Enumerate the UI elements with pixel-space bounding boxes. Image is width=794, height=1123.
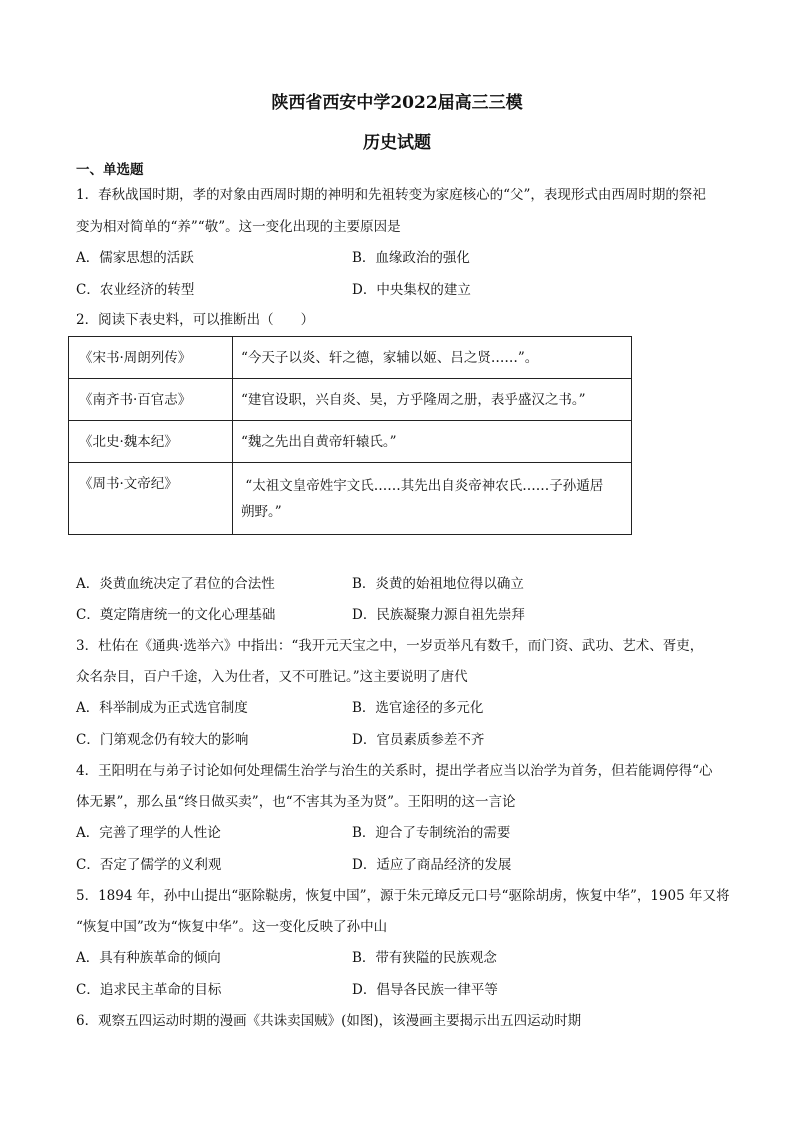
table-row (69, 379, 632, 421)
q1-option-b[interactable]: B．血缘政治的强化 (352, 250, 470, 266)
q1-option-c[interactable]: C．农业经济的转型 (76, 282, 195, 298)
q2-option-b[interactable]: B．炎黄的始祖地位得以确立 (352, 576, 524, 592)
table-cell-text-line1: “太祖文皇帝姓宇文氏……其先出自炎帝神农氏……子孙遁居 (241, 477, 604, 494)
q1-option-a[interactable]: A．儒家思想的活跃 (76, 250, 194, 266)
table-cell-text (233, 463, 632, 535)
table-row (69, 421, 632, 463)
q4-option-d[interactable]: D．适应了商品经济的发展 (352, 857, 512, 873)
q2-option-a[interactable]: A．炎黄血统决定了君位的合法性 (76, 576, 275, 592)
q4-stem-line1: 4．王阳明在与弟子讨论如何处理儒生治学与治生的关系时，提出学者应当以治学为首务，但若能调停得“心 (76, 763, 713, 779)
q1-stem-line1: 1．春秋战国时期，孝的对象由西周时期的神明和先祖转变为家庭核心的“父”，表现形式由西周时期的祭祀 (76, 187, 706, 203)
q5-option-c[interactable]: C．追求民主革命的目标 (76, 982, 222, 998)
q6-stem-line1: 6．观察五四运动时期的漫画《共诛卖国贼》(如图)，该漫画主要揭示出五四运动时期 (76, 1013, 582, 1029)
q4-stem-line2: 体无累”，那么虽“终日做买卖”，也“不害其为圣为贤”。王阳明的这一言论 (76, 794, 516, 810)
q2-stem: 2．阅读下表史料，可以推断出（ ） (76, 312, 315, 328)
q1-option-d[interactable]: D．中央集权的建立 (352, 282, 471, 298)
q4-option-a[interactable]: A．完善了理学的人性论 (76, 825, 221, 841)
q5-option-a[interactable]: A．具有种族革命的倾向 (76, 950, 221, 966)
q5-option-b[interactable]: B．带有狭隘的民族观念 (352, 950, 497, 966)
table-cell-text-line2: 朔野。” (241, 503, 282, 520)
table-cell-book: 《宋书·周朗列传》 (69, 337, 233, 379)
q3-stem-line1: 3．杜佑在《通典·选举六》中指出：“我开元天宝之中，一岁贡举凡有数千，而门资、武功、艺术、胥吏， (76, 638, 704, 654)
q3-option-c[interactable]: C．门第观念仍有较大的影响 (76, 732, 249, 748)
exam-title: 陕西省西安中学2022届高三三模 (271, 93, 523, 113)
q3-option-b[interactable]: B．选官途径的多元化 (352, 700, 484, 716)
q3-option-a[interactable]: A．科举制成为正式选官制度 (76, 700, 248, 716)
table-cell-text: “魏之先出自黄帝轩辕氏。” (233, 421, 632, 463)
exam-subtitle: 历史试题 (363, 133, 431, 153)
q1-stem-line2: 变为相对简单的“养”“敬”。这一变化出现的主要原因是 (76, 219, 401, 235)
q3-option-d[interactable]: D．官员素质参差不齐 (352, 732, 485, 748)
table-row (69, 337, 632, 379)
q5-stem-line2: “恢复中国”改为“恢复中华”。这一变化反映了孙中山 (76, 919, 388, 935)
section-heading: 一、单选题 (76, 162, 144, 178)
q3-stem-line2: 众名杂目，百户千途，入为仕者，又不可胜记。”这主要说明了唐代 (76, 669, 468, 685)
q4-option-b[interactable]: B．迎合了专制统治的需要 (352, 825, 511, 841)
q4-option-c[interactable]: C．否定了儒学的义利观 (76, 857, 222, 873)
table-row (69, 463, 632, 535)
table-cell-book: 《南齐书·百官志》 (69, 379, 233, 421)
source-table (68, 336, 632, 535)
q5-stem-line1: 5．1894 年，孙中山提出“驱除鞑虏，恢复中国”，源于朱元璋反元口号“驱除胡虏，恢复中华”，1905 年又将 (76, 888, 730, 904)
q2-option-d[interactable]: D．民族凝聚力源自祖先崇拜 (352, 607, 525, 623)
table-cell-book: 《周书·文帝纪》 (69, 463, 233, 535)
table-cell-text: “建官设职，兴自炎、昊，方乎隆周之册，表乎盛汉之书。” (233, 379, 632, 421)
q5-option-d[interactable]: D．倡导各民族一律平等 (352, 982, 498, 998)
q2-option-c[interactable]: C．奠定隋唐统一的文化心理基础 (76, 607, 276, 623)
table-cell-book: 《北史·魏本纪》 (69, 421, 233, 463)
table-cell-text: “今天子以炎、轩之德，家辅以姬、吕之贤……”。 (233, 337, 632, 379)
